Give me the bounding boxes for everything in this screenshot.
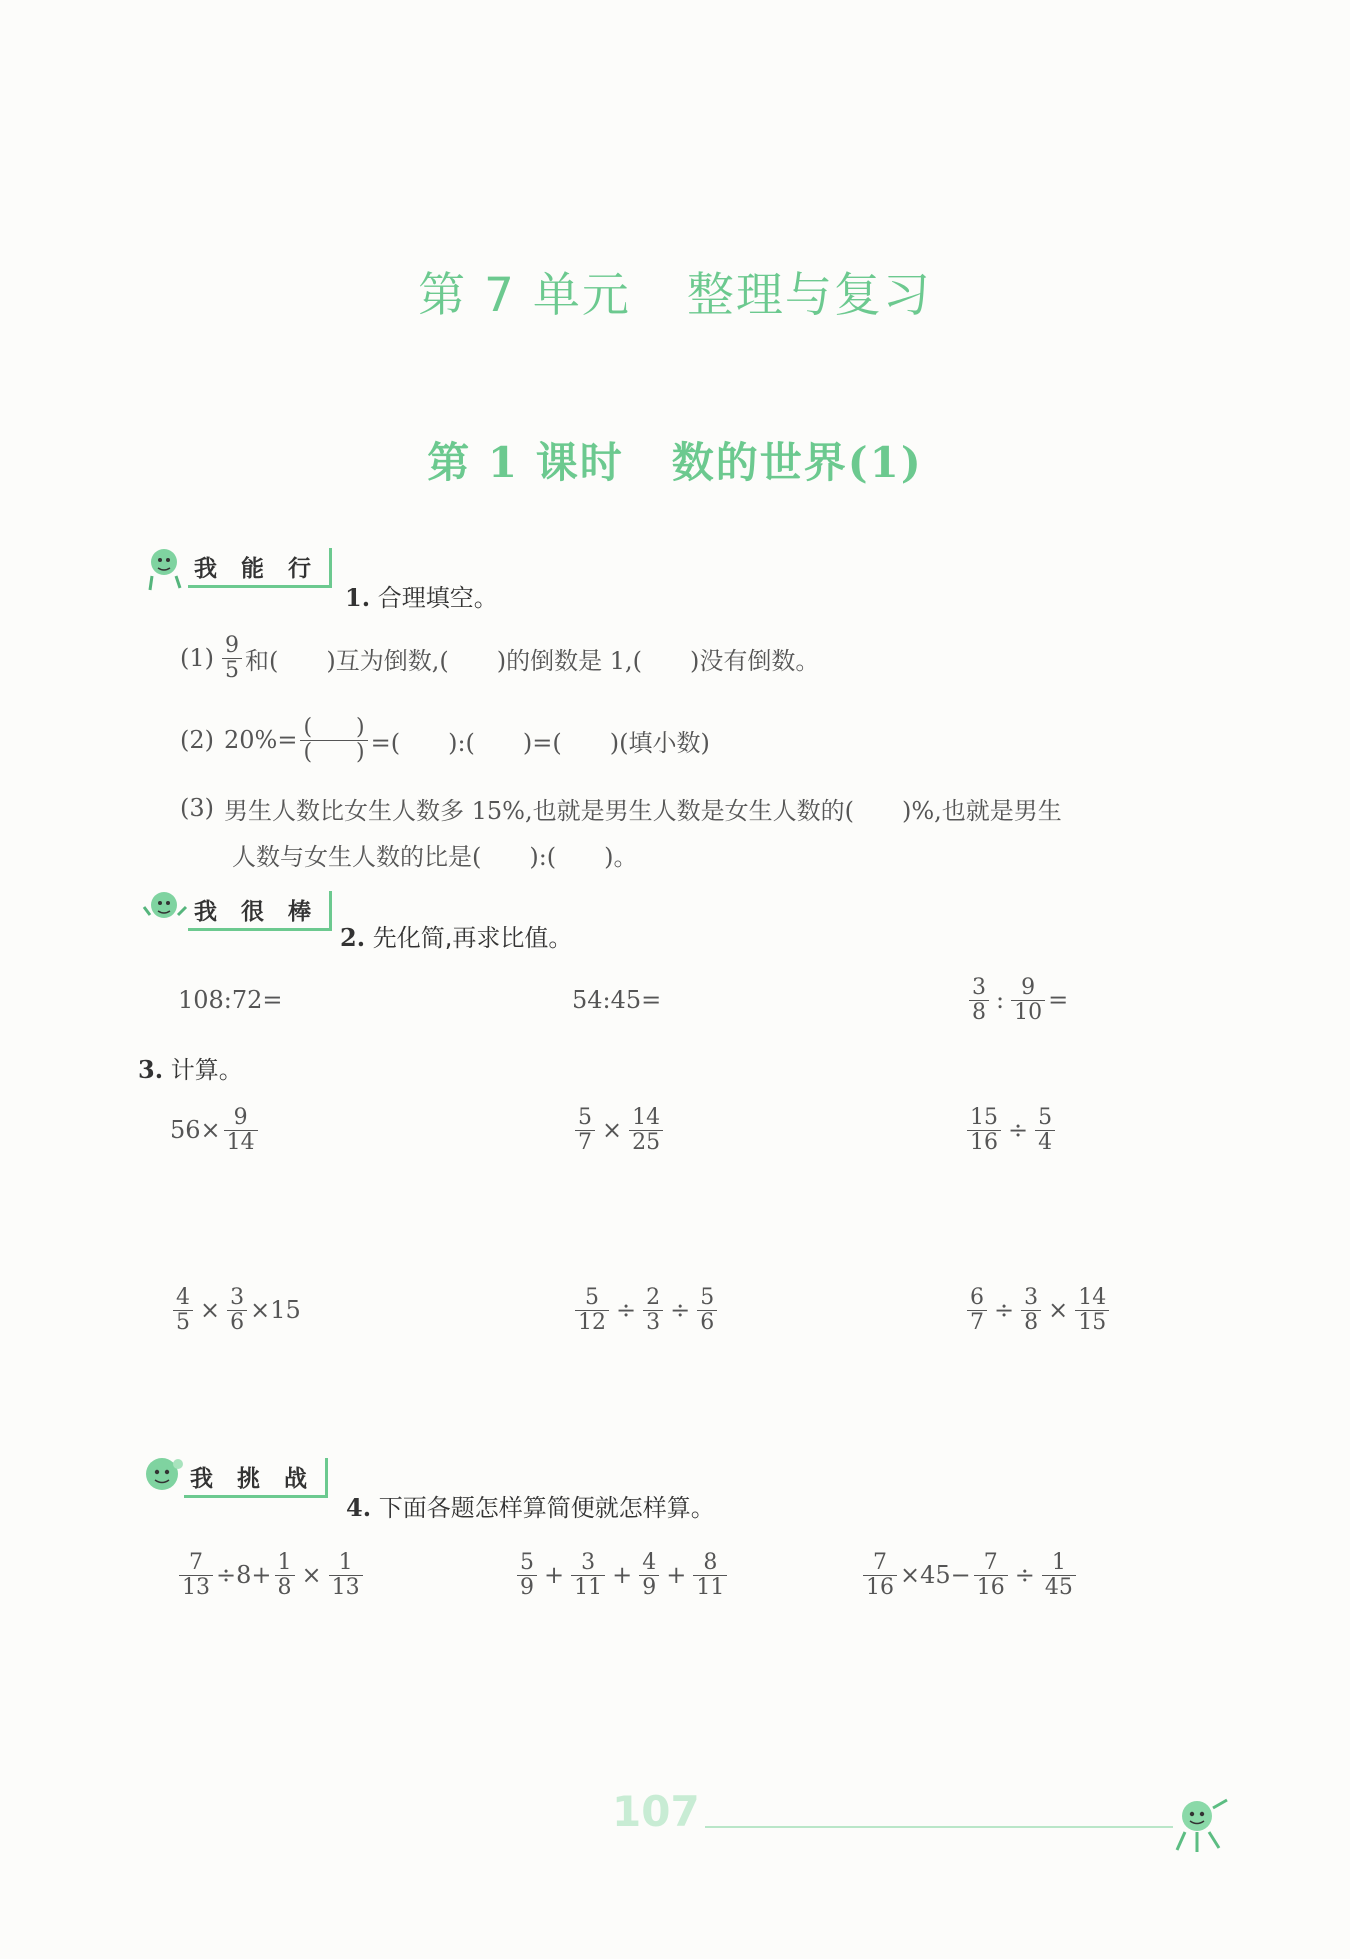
numerator: 6 xyxy=(970,1284,984,1310)
numerator: 5 xyxy=(700,1284,715,1310)
footer-rule xyxy=(705,1826,1173,1828)
operator: + xyxy=(544,1561,565,1589)
q4-expr3 xyxy=(860,1545,1079,1605)
operator: ÷ xyxy=(1008,1116,1029,1144)
mascot-icon xyxy=(138,1452,190,1504)
fraction xyxy=(1011,976,1045,1025)
numerator: 5 xyxy=(585,1284,599,1310)
fraction xyxy=(275,1551,295,1600)
numerator: ( ) xyxy=(303,714,365,740)
fraction xyxy=(329,1551,363,1600)
q1-part1 xyxy=(180,628,819,688)
q1-text: 合理填空。 xyxy=(377,584,498,612)
operator: + xyxy=(612,1561,633,1589)
q3-expr2 xyxy=(572,1100,666,1160)
q1-p3-label: (3) xyxy=(180,794,214,822)
q1-p2-label: (2) xyxy=(180,726,214,754)
unit-title-text: 整理与复习 xyxy=(686,268,932,323)
numerator: 14 xyxy=(1078,1284,1107,1310)
q2-expr1 xyxy=(178,980,283,1020)
numerator: 3 xyxy=(1024,1284,1039,1310)
q4-text: 下面各题怎样算简便就怎样算。 xyxy=(378,1494,715,1522)
q1-p3-line1: 男生人数比女生人数多 15%,也就是男生人数是女生人数的( )%,也就是男生 xyxy=(224,796,1062,825)
fraction xyxy=(969,976,989,1025)
badge-wo-neng-xing xyxy=(142,545,332,591)
q3-number: 3. xyxy=(138,1055,164,1084)
fraction xyxy=(173,1286,193,1335)
q1-p1-label: (1) xyxy=(180,644,214,672)
badge-wo-tiao-zhan xyxy=(138,1455,328,1501)
denominator: 5 xyxy=(173,1310,193,1335)
operator: × xyxy=(602,1116,623,1144)
numerator: 2 xyxy=(646,1284,661,1310)
numerator: 1 xyxy=(338,1549,353,1575)
fraction xyxy=(967,1106,1001,1155)
denominator: 11 xyxy=(571,1575,605,1600)
expression: 54:45= xyxy=(572,986,662,1014)
expression-tail: ×15 xyxy=(250,1296,301,1324)
fraction xyxy=(1021,1286,1041,1335)
denominator: 9 xyxy=(517,1575,537,1600)
numerator: 5 xyxy=(1038,1104,1053,1130)
q3-expr4 xyxy=(170,1280,301,1340)
denominator: 15 xyxy=(1075,1310,1109,1335)
q2-expr2 xyxy=(572,980,661,1020)
denominator: 13 xyxy=(179,1575,213,1600)
denominator: 6 xyxy=(697,1310,717,1335)
fraction xyxy=(179,1551,213,1600)
numerator: 7 xyxy=(873,1549,887,1575)
mascot-icon xyxy=(142,885,194,937)
q4-title xyxy=(346,1488,715,1523)
q2-number: 2. xyxy=(340,923,366,952)
denominator: 16 xyxy=(967,1130,1001,1155)
denominator: 25 xyxy=(629,1130,663,1155)
numerator: 7 xyxy=(189,1549,203,1575)
q3-title xyxy=(138,1050,243,1085)
fraction xyxy=(227,1286,247,1335)
fraction xyxy=(1075,1286,1109,1335)
denominator: 10 xyxy=(1011,1000,1045,1025)
numerator: 9 xyxy=(1021,974,1036,1000)
numerator: 3 xyxy=(230,1284,245,1310)
denominator: 13 xyxy=(329,1575,363,1600)
q1-p2-text: =( ):( )=( )(填小数) xyxy=(370,728,710,757)
denominator: 7 xyxy=(967,1310,987,1335)
q4-expr1 xyxy=(176,1545,366,1605)
q4-expr2 xyxy=(514,1545,730,1605)
fraction xyxy=(575,1106,595,1155)
fraction xyxy=(697,1286,717,1335)
q1-part3-line2 xyxy=(232,834,638,874)
numerator: 1 xyxy=(1051,1549,1066,1575)
q1-p2-prefix: 20%= xyxy=(224,726,298,754)
denominator: 7 xyxy=(575,1130,595,1155)
fraction xyxy=(575,1286,609,1335)
q3-expr5 xyxy=(572,1280,720,1340)
denominator: 3 xyxy=(643,1310,663,1335)
denominator: 11 xyxy=(693,1575,727,1600)
denominator: 16 xyxy=(974,1575,1008,1600)
badge-label: 我 能 行 xyxy=(188,548,332,588)
q1-p3-line2: 人数与女生人数的比是( ):( )。 xyxy=(232,842,638,871)
denominator: 8 xyxy=(1021,1310,1041,1335)
operator: × xyxy=(301,1561,322,1589)
numerator: 9 xyxy=(225,632,239,658)
lesson-title xyxy=(0,430,1350,490)
q3-text: 计算。 xyxy=(170,1056,243,1084)
numerator: 15 xyxy=(970,1104,998,1130)
unit-title xyxy=(0,258,1350,325)
numerator: 9 xyxy=(233,1104,248,1130)
q2-text: 先化简,再求比值。 xyxy=(372,924,573,952)
numerator: 8 xyxy=(703,1549,718,1575)
badge-label: 我 很 棒 xyxy=(188,891,332,931)
denominator: 45 xyxy=(1042,1575,1076,1600)
q3-expr6 xyxy=(964,1280,1112,1340)
fraction xyxy=(639,1551,659,1600)
operator: ÷ xyxy=(616,1296,637,1324)
operator: × xyxy=(1048,1296,1069,1324)
expression-middle: ×45− xyxy=(900,1561,971,1589)
expression-middle: ÷8+ xyxy=(216,1561,272,1589)
expression-prefix: 56× xyxy=(170,1116,221,1144)
q2-title xyxy=(340,918,572,953)
operator: ÷ xyxy=(670,1296,691,1324)
fraction xyxy=(693,1551,727,1600)
expression: 108:72= xyxy=(178,986,283,1014)
q2-expr3 xyxy=(966,970,1068,1030)
denominator: ( ) xyxy=(300,740,367,765)
denominator: 8 xyxy=(275,1575,295,1600)
denominator: 6 xyxy=(227,1310,247,1335)
fraction xyxy=(629,1106,663,1155)
operator: × xyxy=(200,1296,221,1324)
lesson-title-number: 第 1 课时 xyxy=(427,438,624,487)
q3-expr3 xyxy=(964,1100,1058,1160)
numerator: 5 xyxy=(578,1104,592,1130)
badge-label: 我 挑 战 xyxy=(184,1458,328,1498)
equals-sign: = xyxy=(1048,986,1069,1014)
denominator: 12 xyxy=(575,1310,609,1335)
operator: ÷ xyxy=(994,1296,1015,1324)
fraction xyxy=(1042,1551,1076,1600)
q3-expr1 xyxy=(170,1100,261,1160)
fraction xyxy=(571,1551,605,1600)
numerator: 3 xyxy=(581,1549,596,1575)
fraction xyxy=(517,1551,537,1600)
denominator: 4 xyxy=(1035,1130,1055,1155)
ratio-sign: : xyxy=(996,986,1005,1014)
numerator: 3 xyxy=(972,974,986,1000)
fraction xyxy=(300,716,367,765)
fraction xyxy=(1035,1106,1055,1155)
q1-number: 1. xyxy=(345,583,371,612)
q1-title xyxy=(345,578,498,613)
q4-number: 4. xyxy=(346,1493,372,1522)
denominator: 14 xyxy=(224,1130,258,1155)
denominator: 5 xyxy=(222,658,242,683)
denominator: 16 xyxy=(863,1575,897,1600)
fraction xyxy=(863,1551,897,1600)
page-number: 107 xyxy=(612,1787,700,1836)
q1-part2 xyxy=(180,710,710,770)
q1-part3-line1 xyxy=(180,788,1062,828)
denominator: 9 xyxy=(639,1575,659,1600)
q1-p1-text: 和( )互为倒数,( )的倒数是 1,( )没有倒数。 xyxy=(245,646,820,675)
badge-wo-hen-bang xyxy=(142,888,332,934)
fraction xyxy=(224,1106,258,1155)
numerator: 7 xyxy=(983,1549,998,1575)
fraction xyxy=(974,1551,1008,1600)
fraction xyxy=(222,634,242,683)
numerator: 1 xyxy=(277,1549,292,1575)
footer-mascot-icon xyxy=(1165,1790,1235,1860)
numerator: 4 xyxy=(642,1549,657,1575)
denominator: 8 xyxy=(969,1000,989,1025)
fraction xyxy=(643,1286,663,1335)
lesson-title-text: 数的世界(1) xyxy=(671,438,923,487)
mascot-icon xyxy=(142,542,194,594)
operator: ÷ xyxy=(1014,1561,1035,1589)
unit-title-number: 第 7 单元 xyxy=(418,268,631,323)
numerator: 5 xyxy=(520,1549,534,1575)
operator: + xyxy=(666,1561,687,1589)
numerator: 14 xyxy=(632,1104,661,1130)
fraction xyxy=(967,1286,987,1335)
numerator: 4 xyxy=(176,1284,190,1310)
